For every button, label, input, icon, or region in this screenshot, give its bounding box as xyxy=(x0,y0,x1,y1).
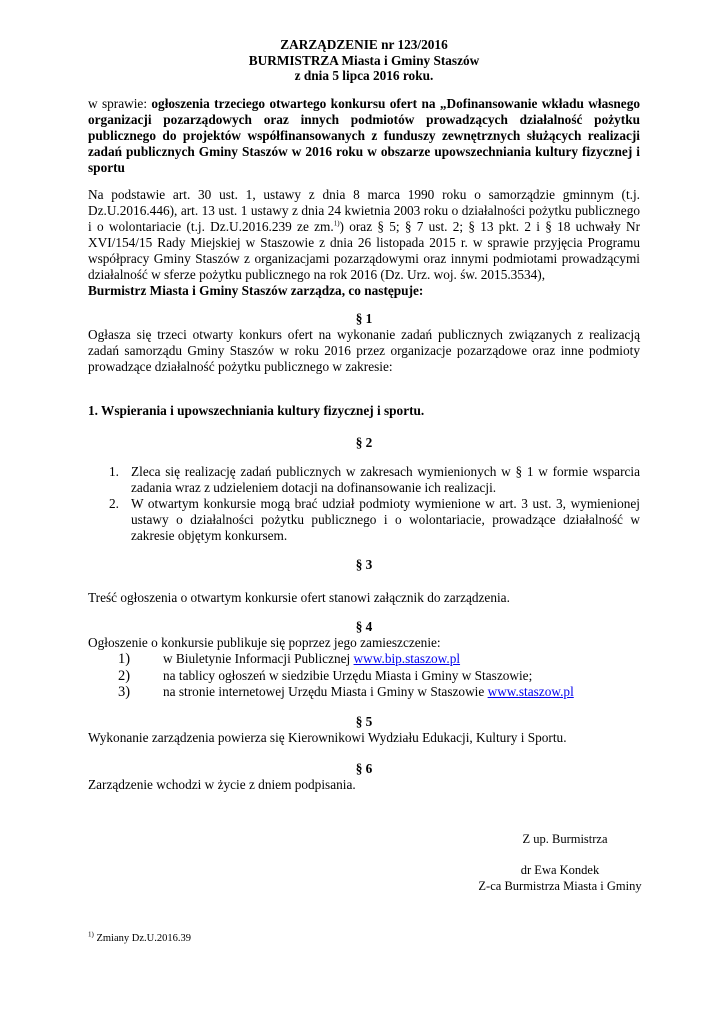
legal-basis-text-cont: ) oraz § 5; § 7 ust. 2; § 13 pkt. 2 i § 18 uchwały Nr XVI/154/15 Rady Miejskiej w Staszowie z dnia 26 listopada 2015 r. w sprawie przyjęcia Programu współpracy Gminy Staszów z organizacjami pozarządowymi oraz innymi podmiotami prowadzącymi działalność w sferze pożytku publicznego na rok 2016 (Dz. Urz. woj. św. 2015.3534), xyxy=(88,219,640,282)
list-item-text: Zleca się realizację zadań publicznych w zakresach wymienionych w § 1 w formie wsparcia zadania wraz z udzieleniem dotacji na dofinansowanie ich realizacji. xyxy=(131,464,640,495)
list-item-number: 2) xyxy=(118,668,131,684)
legal-basis-text: Na podstawie art. 30 ust. 1, ustawy z dnia 8 marca 1990 roku o samorządzie gminnym (t.j. Dz.U.2016.446), art. 13 ust. 1 ustawy z dnia 24 kwietnia 2003 roku o działalności pożytku publicznego i o wolontariacie (t.j. Dz.U.2016.239 ze zm. xyxy=(88,187,640,234)
subject-text: ogłoszenia trzeciego otwartego konkursu ofert na „Dofinansowanie wkładu własnego organizacji pozarządowych oraz innych podmiotów prowadzących działalność pożytku publicznego do projektów współfinansowanych z funduszy zewnętrznych służących realizacji zadań publicznych Gminy Staszów w 2016 roku w obszarze upowszechniania kultury fizycznej i sportu xyxy=(88,96,640,175)
section-1-text: Ogłasza się trzeci otwarty konkurs ofert na wykonanie zadań publicznych związanych z realizacją zadań samorządu Gminy Staszów w roku 2016 przez organizacje pozarządowe oraz inne podmioty prowadzące działalność pożytku publicznego w zakresie: xyxy=(88,327,640,374)
section-3-title: § 3 xyxy=(355,557,373,572)
list-item-number: 2. xyxy=(109,496,119,511)
list-item-number: 1. xyxy=(109,464,119,479)
signature-name: dr Ewa Kondek xyxy=(520,863,600,877)
section-5-title: § 5 xyxy=(355,714,373,729)
list-item-text: w Biuletynie Informacji Publicznej xyxy=(163,651,354,666)
section-2-title: § 2 xyxy=(355,435,373,450)
contest-area: 1. Wspierania i upowszechniania kultury fizycznej i sportu. xyxy=(88,403,425,418)
document-header xyxy=(88,37,640,84)
website-link[interactable]: www.staszow.pl xyxy=(487,684,574,699)
list-item-text: W otwartym konkursie mogą brać udział podmioty wymienione w art. 3 ust. 3, wymienionej ustawy o działalności pożytku publicznego i o wolontariacie, prowadzące działalność w zakresie objętym konkursem. xyxy=(131,496,640,543)
enacting-clause: Burmistrz Miasta i Gminy Staszów zarządza, co następuje: xyxy=(88,283,424,298)
section-5-text: Wykonanie zarządzenia powierza się Kierownikowi Wydziału Edukacji, Kultury i Sportu. xyxy=(88,730,567,745)
section-1-title: § 1 xyxy=(355,311,373,326)
section-4-intro: Ogłoszenie o konkursie publikuje się poprzez jego zamieszczenie: xyxy=(88,635,441,650)
ordinance-number: ZARZĄDZENIE nr 123/2016 xyxy=(280,37,448,52)
ordinance-date: z dnia 5 lipca 2016 roku. xyxy=(294,68,434,83)
signature-authorization: Z up. Burmistrza xyxy=(522,832,608,846)
section-3-text: Treść ogłoszenia o otwartym konkursie ofert stanowi załącznik do zarządzenia. xyxy=(88,590,510,605)
issuer: BURMISTRZA Miasta i Gminy Staszów xyxy=(248,52,480,68)
signature-title: Z-ca Burmistrza Miasta i Gminy xyxy=(478,879,642,893)
footnote-text: Zmiany Dz.U.2016.39 xyxy=(93,933,191,944)
section-6-text: Zarządzenie wchodzi w życie z dniem podpisania. xyxy=(88,777,356,792)
footnote xyxy=(88,931,191,947)
legal-basis-paragraph xyxy=(88,187,640,299)
bip-link[interactable]: www.bip.staszow.pl xyxy=(353,651,461,666)
section-4-title: § 4 xyxy=(355,619,373,634)
section-6-title: § 6 xyxy=(355,761,373,776)
list-item-number: 3) xyxy=(118,684,131,700)
list-item-number: 1) xyxy=(118,651,131,667)
footnote-marker: 1) xyxy=(88,930,94,939)
subject-prefix: w sprawie: xyxy=(88,96,152,111)
subject-paragraph xyxy=(88,96,640,176)
list-item-text: na tablicy ogłoszeń w siedzibie Urzędu Miasta i Gminy w Staszowie; xyxy=(163,668,533,683)
list-item-text: na stronie internetowej Urzędu Miasta i Gminy w Staszowie xyxy=(163,684,488,699)
footnote-reference: 1) xyxy=(333,219,340,228)
